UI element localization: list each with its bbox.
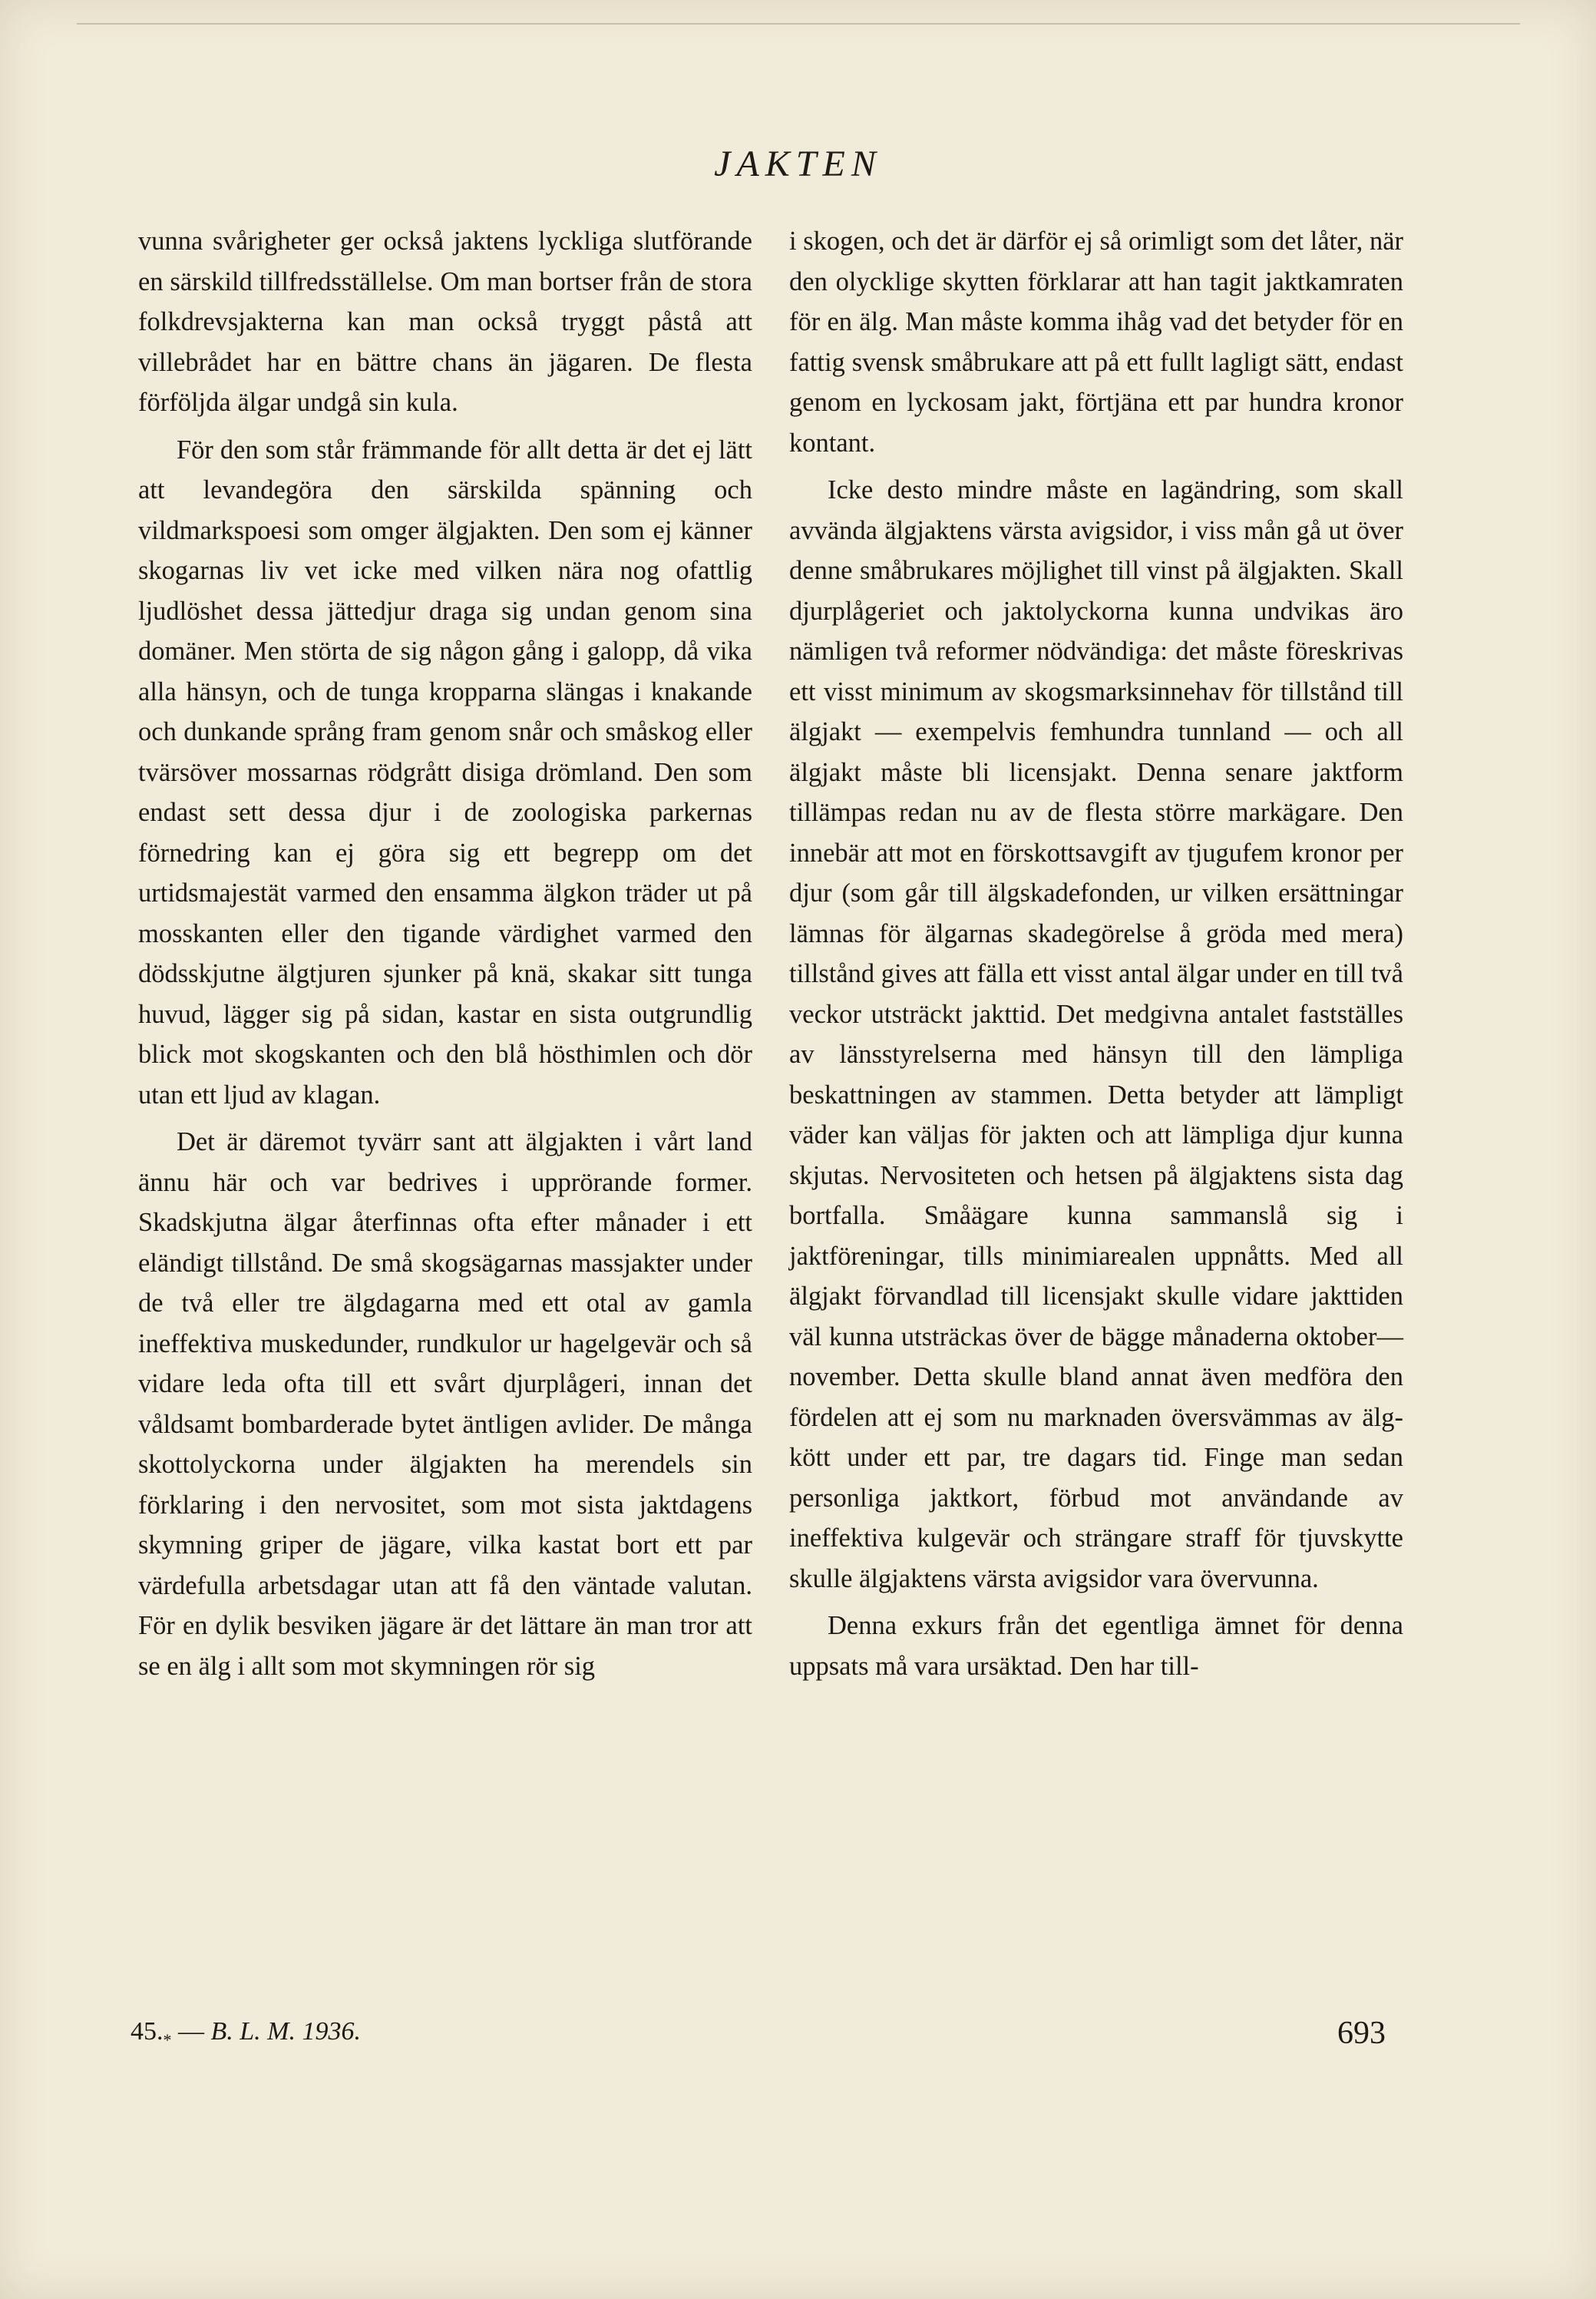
left-text-column bbox=[138, 221, 752, 1686]
signature-number: 45. bbox=[131, 2017, 164, 2046]
right-text-column bbox=[789, 221, 1403, 1686]
footer-separator: — bbox=[178, 2017, 204, 2046]
left-paragraph-2: För den som står främmande för allt detta är det ej lätt att levandegöra den särskilda spänning och vildmarkspoesi som omger älgjakten. Den som ej känner skogarnas liv vet icke med vilken nära nog ofattlig ljudlöshet dessa jättedjur draga sig undan genom sina domäner. Men störta de sig någon gång i galopp, då vika alla hänsyn, och de tunga kropparna slängas i knakande och dunkande språng fram genom snår och småskog eller tvärsöver mossarnas rödgrått disiga drömland. Den som endast sett dessa djur i de zoologiska parkernas förnedring kan ej göra sig ett begrepp om det urtidsmajestät varmed den ensamma älgkon träder ut på mosskanten eller den tigande värdighet varmed den dödsskjutne älgtjuren sjunker på knä, skakar sitt tunga huvud, lägger sig på sidan, kastar en sista outgrundlig blick mot skogskanten och den blå hösthimlen och dör utan ett ljud av klagan. bbox=[138, 435, 752, 1110]
journal-citation: B. L. M. 1936. bbox=[210, 2017, 361, 2046]
footer-signature bbox=[131, 2017, 361, 2050]
right-paragraph-1: i skogen, och det är därför ej så orimligt som det låter, när den olycklige skytten förklarar att han tagit jaktkamraten för en älg. Man måste komma ihåg vad det betyder för en fattig svensk småbrukare att på ett fullt lagligt sätt, endast genom en lyckosam jakt, förtjäna ett par hundra kronor kontant. bbox=[789, 227, 1403, 458]
left-paragraph-3: Det är däremot tyvärr sant att älgjakten i vårt land ännu här och var bedrives i upprörande former. Skadskjutna älgar återfinnas ofta efter månader i ett eländigt tillstånd. De små skogsägarnas massjakter under de två eller tre älgdagarna med ett otal av gamla ineffektiva muskedunder, rundkulor ur hagelgevär och så vidare leda ofta till ett svårt djurplågeri, innan det våldsamt bombarderade bytet äntligen avlider. De många skottolyckorna under älgjakten ha merendels sin förklaring i den nervositet, som mot sista jaktdagens skymning griper de jägare, vilka kastat bort ett par värdefulla arbetsdagar utan att få den väntade valutan. För en dylik besviken jägare är det lättare än man tror att se en älg i allt som mot skymningen rör sig bbox=[138, 1127, 752, 1681]
page-number: 693 bbox=[1337, 2016, 1386, 2051]
right-paragraph-2: Icke desto mindre måste en lagändring, som skall avvända älgjaktens värsta avigsidor, i viss mån gå ut över denne småbrukares möjlighet till vinst på älgjakten. Skall djurplågeriet och jaktolyckorna kunna undvikas äro nämligen två reformer nödvändiga: det måste föreskrivas ett visst minimum av skogsmarksinnehav för tillstånd till älgjakt — exempelvis femhundra tunnland — och all älgjakt måste bli licensjakt. Denna senare jaktform tillämpas redan nu av de flesta större markägare. Den innebär att mot en förskottsavgift av tjugufem kronor per djur (som går till älgskadefonden, ur vilken ersättningar lämnas för älgarnas skadegörelse å gröda med mera) tillstånd gives att fälla ett visst antal älgar under en till två veckor utsträckt jakttid. Det medgivna antalet fastställes av länsstyrelserna med hänsyn till den lämpliga beskattningen av stammen. Detta betyder att lämpligt väder kan väljas för jakten och att lämpliga djur kunna skjutas. Nervositeten och hetsen på älgjaktens sista dag bortfalla. Småägare kunna sammanslå sig i jaktföreningar, tills minimiarealen uppnåtts. Med all älgjakt förvandlad till licensjakt skulle vidare jakttiden väl kunna utsträckas över de bägge månaderna oktober—november. Detta skulle bland annat även medföra den fördelen att ej som nu marknaden översvämmas av älgkött under ett par, tre dagars tid. Finge man sedan personliga jaktkort, förbud mot användande av ineffektiva kulgevär och strängare straff för tjuvskytte skulle älgjaktens värsta avigsidor vara övervunna. bbox=[789, 475, 1403, 1593]
signature-mark: * bbox=[163, 2029, 172, 2049]
page-top-edge-rule bbox=[77, 23, 1520, 25]
running-head: JAKTEN bbox=[714, 144, 882, 184]
right-paragraph-3: Denna exkurs från det egentliga ämnet för denna uppsats må vara ursäktad. Den har till- bbox=[789, 1611, 1403, 1681]
left-paragraph-1: vunna svårigheter ger också jaktens lyckliga slutförande en särskild tillfredsställelse. Om man bortser från de stora folkdrevsjakterna kan man också tryggt påstå att villebrådet har en bättre chans än jägaren. De flesta förföljda älgar undgå sin kula. bbox=[138, 227, 752, 417]
